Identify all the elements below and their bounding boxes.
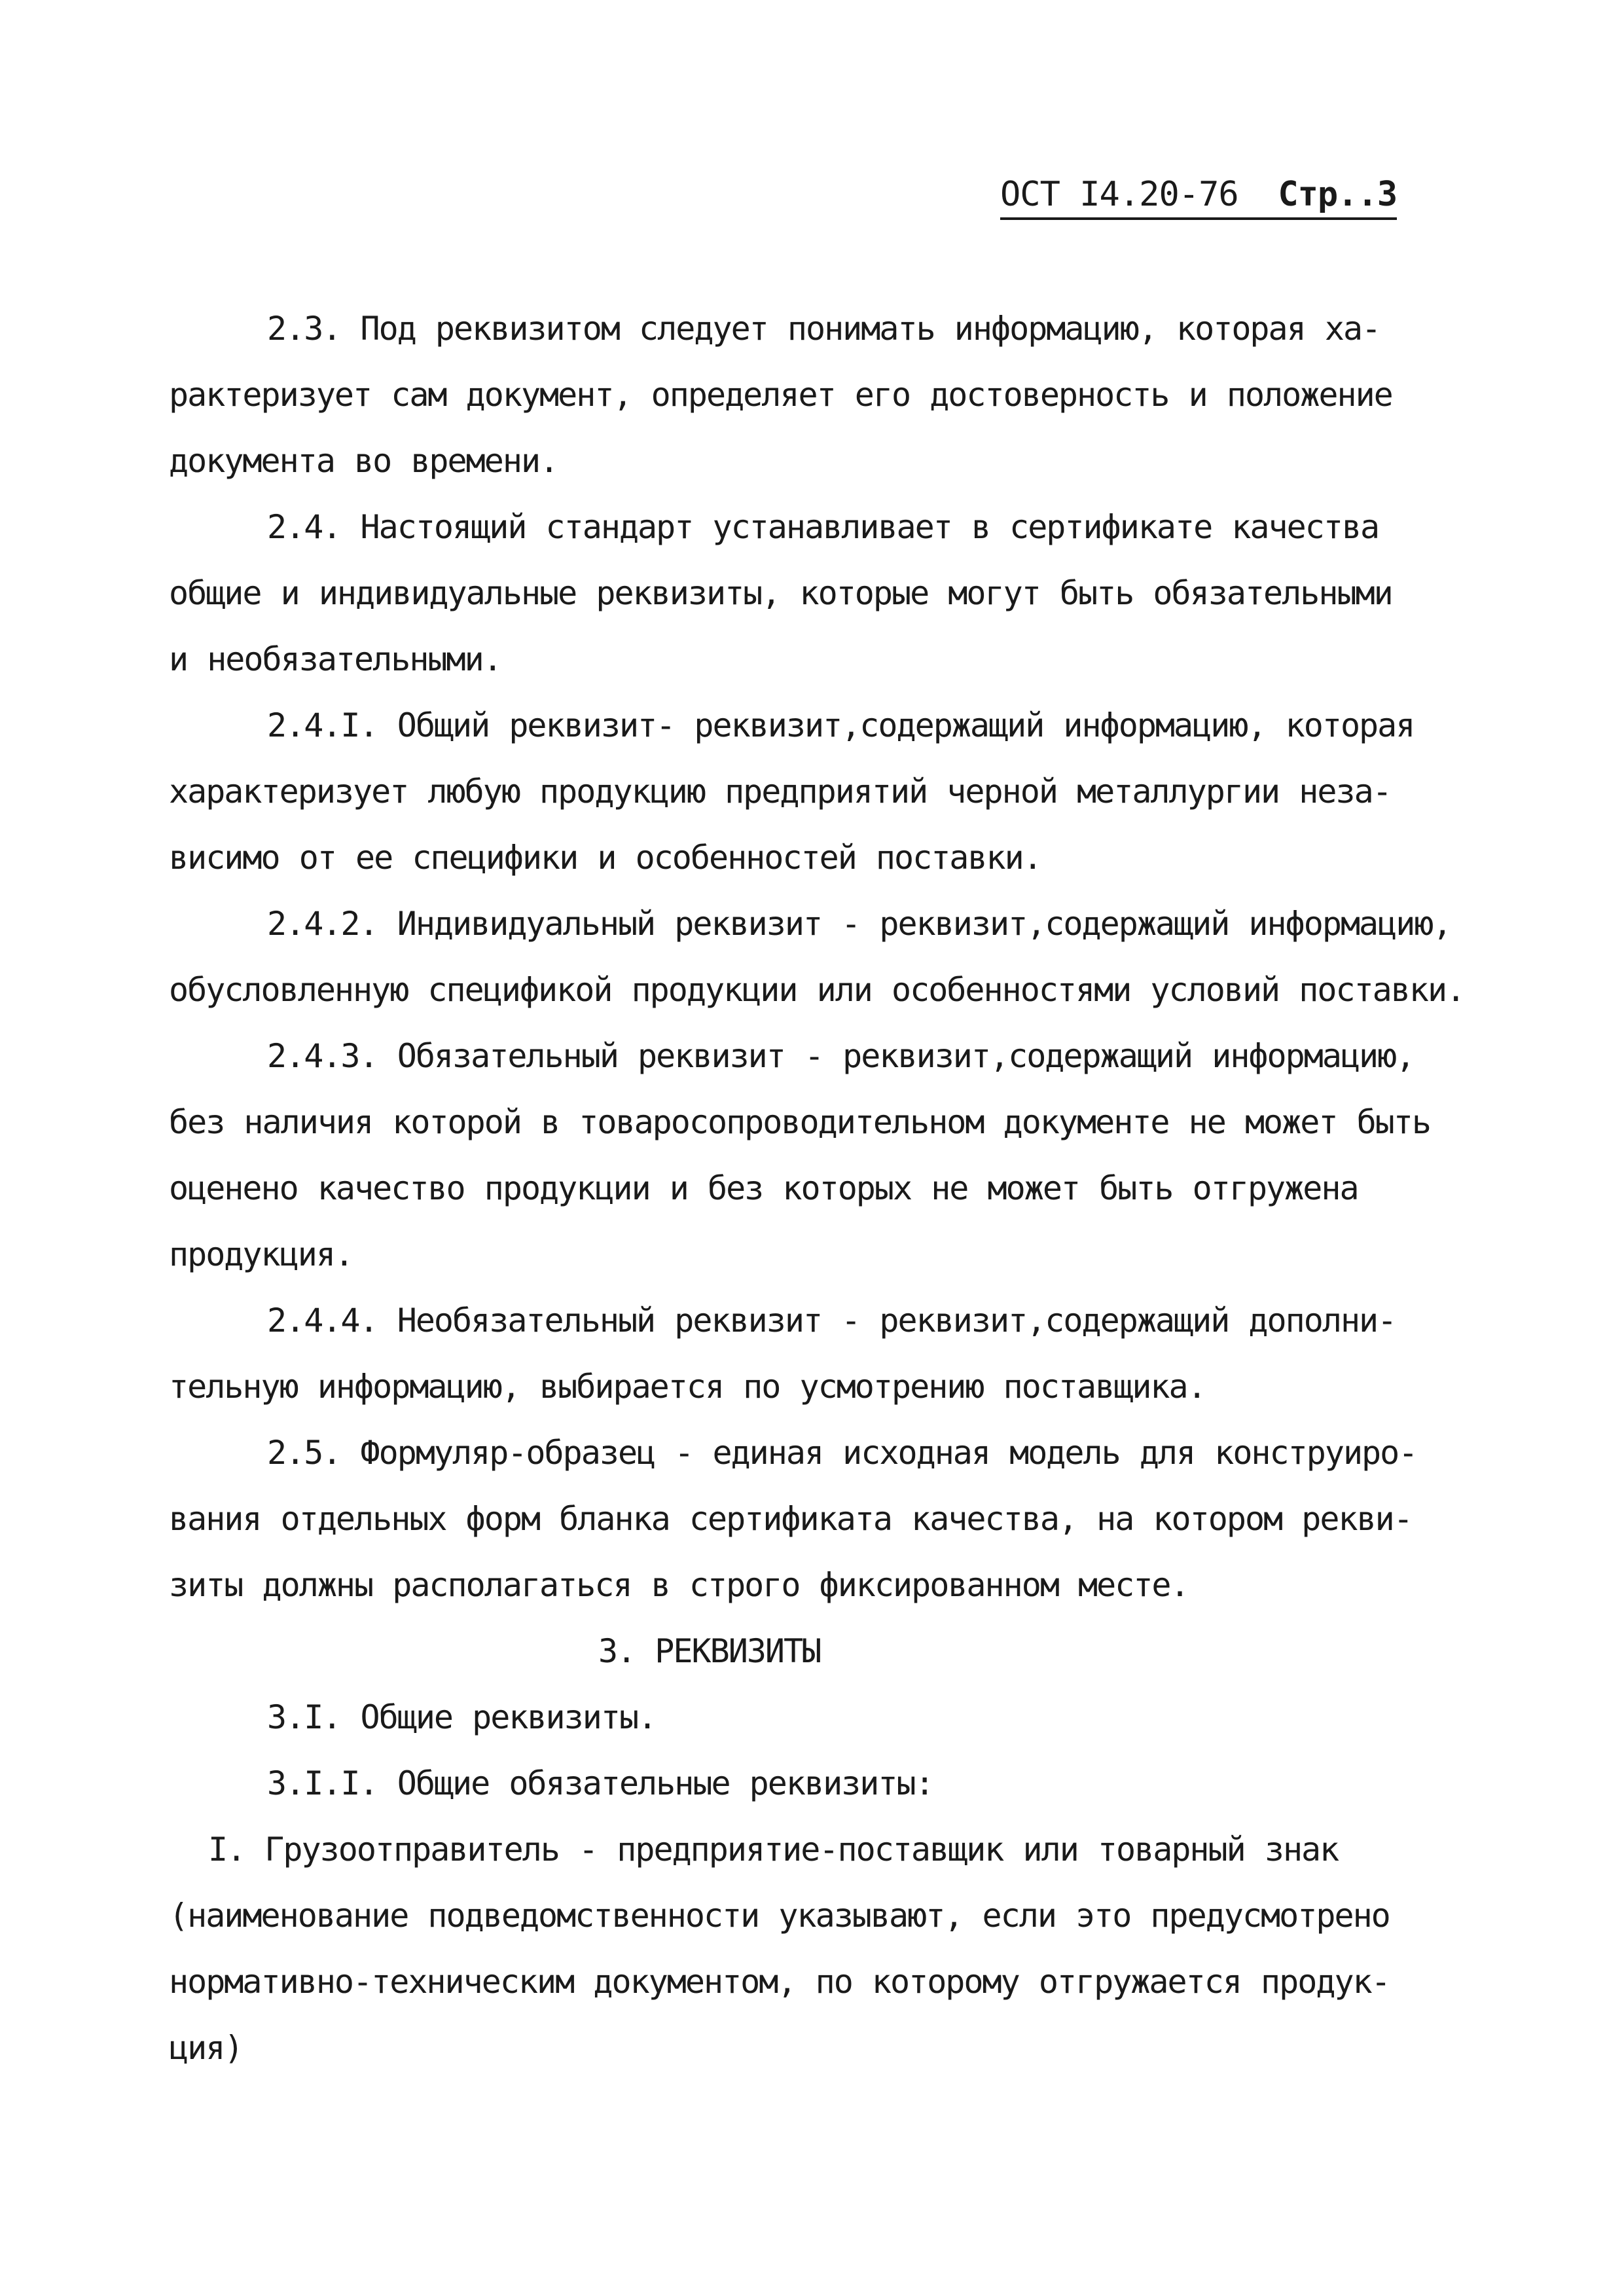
document-code: ОСТ I4.20-76 bbox=[1000, 175, 1238, 214]
text-line: документа во времени. bbox=[169, 442, 558, 480]
text-line: ция) bbox=[169, 2029, 243, 2067]
text-line: 2.4.3. Обязательный реквизит - реквизит,содержащий информацию, bbox=[267, 1037, 1415, 1075]
text-line: нормативно-техническим документом, по которому отгружается продук- bbox=[169, 1963, 1390, 2001]
text-line: (наименование подведомственности указывают, если это предусмотрено bbox=[169, 1897, 1390, 1935]
text-line: 2.4.4. Необязательный реквизит - реквизит,содержащий дополни- bbox=[267, 1302, 1396, 1339]
text-line: 2.4.I. Общий реквизит- реквизит,содержащий информацию, которая bbox=[267, 706, 1415, 744]
text-line: 2.3. Под реквизитом следует понимать информацию, которая ха- bbox=[267, 310, 1380, 348]
text-line: без наличия которой в товаросопроводительном документе не может быть bbox=[169, 1103, 1430, 1141]
page-number: Стр..3 bbox=[1278, 175, 1398, 214]
text-line: висимо от ее специфики и особенностей поставки. bbox=[169, 839, 1041, 877]
text-line: общие и индивидуальные реквизиты, которые могут быть обязательными bbox=[169, 574, 1392, 612]
text-line: зиты должны располагаться в строго фиксированном месте. bbox=[169, 1566, 1189, 1604]
document-body bbox=[169, 296, 1557, 2081]
text-line: 2.5. Формуляр-образец - единая исходная модель для конструиро- bbox=[267, 1434, 1417, 1472]
text-line: 2.4. Настоящий стандарт устанавливает в сертификате качества bbox=[267, 508, 1379, 546]
text-line: и необязательными. bbox=[169, 640, 501, 678]
page-header bbox=[1000, 172, 1397, 220]
text-line: 3.I.I. Общие обязательные реквизиты: bbox=[267, 1764, 933, 1802]
text-line: обусловленную спецификой продукции или особенностями условий поставки. bbox=[169, 971, 1465, 1009]
text-line: продукция. bbox=[169, 1235, 353, 1273]
text-line: вания отдельных форм бланка сертификата качества, на котором рекви- bbox=[169, 1500, 1412, 1538]
text-line: оценено качество продукции и без которых не может быть отгружена bbox=[169, 1169, 1358, 1207]
text-line: тельную информацию, выбирается по усмотрению поставщика. bbox=[169, 1368, 1206, 1406]
text-line: рактеризует сам документ, определяет его достоверность и положение bbox=[169, 376, 1392, 414]
text-line: характеризует любую продукцию предприятий черной металлургии неза- bbox=[169, 773, 1391, 811]
text-line: 3.I. Общие реквизиты. bbox=[267, 1698, 657, 1736]
list-item: I. Грузоотправитель - предприятие-поставщик или товарный знак bbox=[208, 1831, 1339, 1868]
text-line: 2.4.2. Индивидуальный реквизит - реквизит,содержащий информацию, bbox=[267, 905, 1451, 943]
section-heading: 3. РЕКВИЗИТЫ bbox=[598, 1632, 821, 1670]
